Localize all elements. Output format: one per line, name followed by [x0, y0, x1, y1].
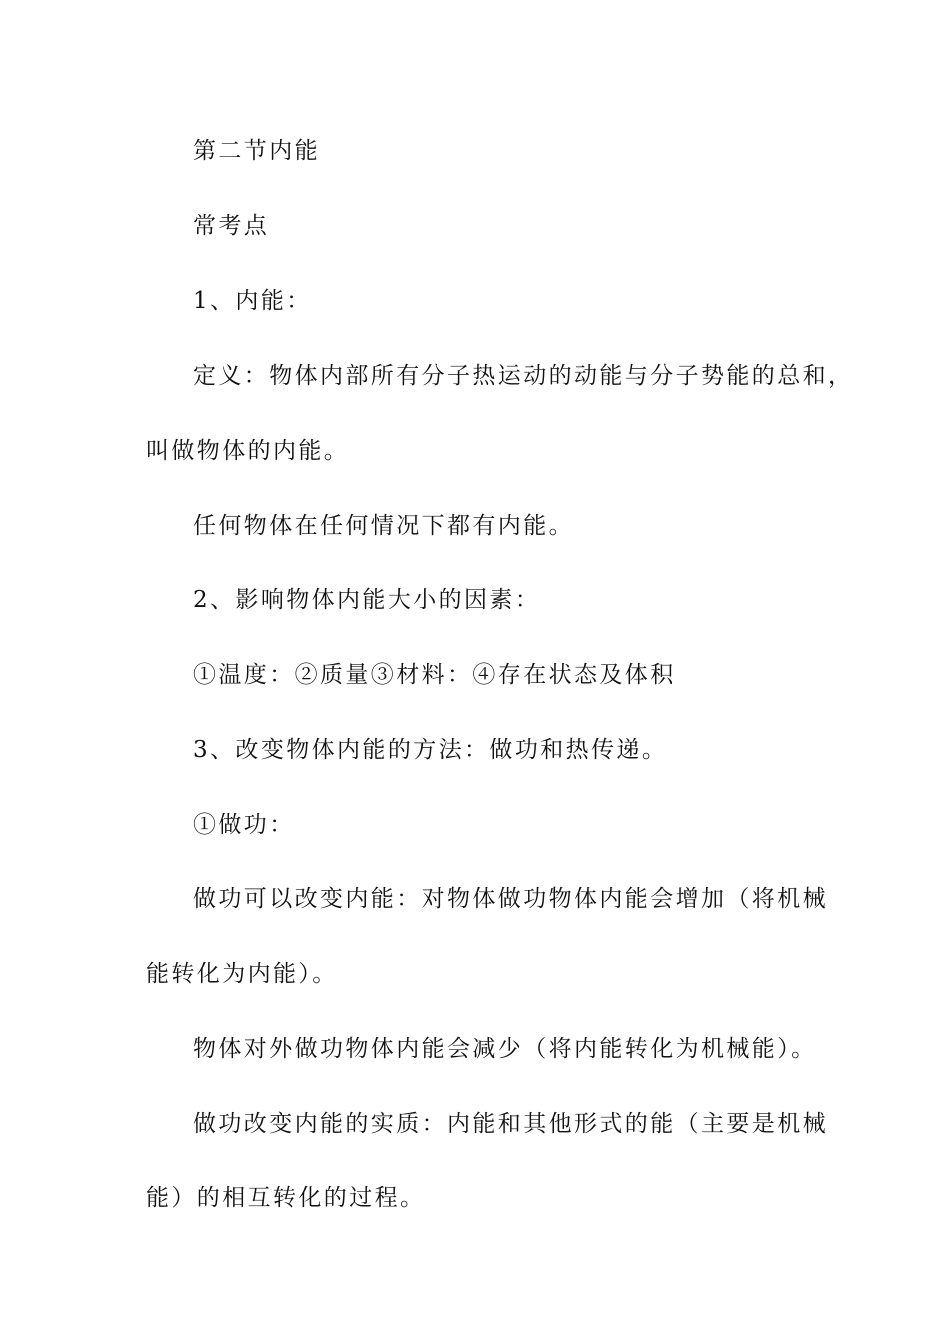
essence-line-1: 做功改变内能的实质：内能和其他形式的能（主要是机械: [193, 1111, 828, 1137]
heading-internal-energy: 1、内能：: [193, 288, 312, 314]
work-decrease-line: 物体对外做功物体内能会减少（将内能转化为机械能）。: [193, 1036, 817, 1062]
work-increase-line-2: 能转化为内能）。: [146, 961, 338, 987]
definition-line-2: 叫做物体的内能。: [146, 438, 350, 464]
heading-factors: 2、影响物体内能大小的因素：: [193, 587, 541, 613]
section-subtitle: 常考点: [193, 213, 270, 239]
heading-methods: 3、改变物体内能的方法：做功和热传递。: [193, 737, 668, 763]
essence-line-2: 能）的相互转化的过程。: [146, 1185, 426, 1211]
work-increase-line-1: 做功可以改变内能：对物体做功物体内能会增加（将机械: [193, 886, 828, 912]
subheading-doing-work: ①做功：: [193, 812, 295, 838]
paragraph-any-object: 任何物体在任何情况下都有内能。: [193, 513, 574, 539]
factors-list: ①温度：②质量③材料：④存在状态及体积: [193, 662, 676, 688]
section-title: 第二节内能: [193, 138, 320, 164]
definition-line-1: 定义：物体内部所有分子热运动的动能与分子势能的总和，: [193, 363, 854, 389]
